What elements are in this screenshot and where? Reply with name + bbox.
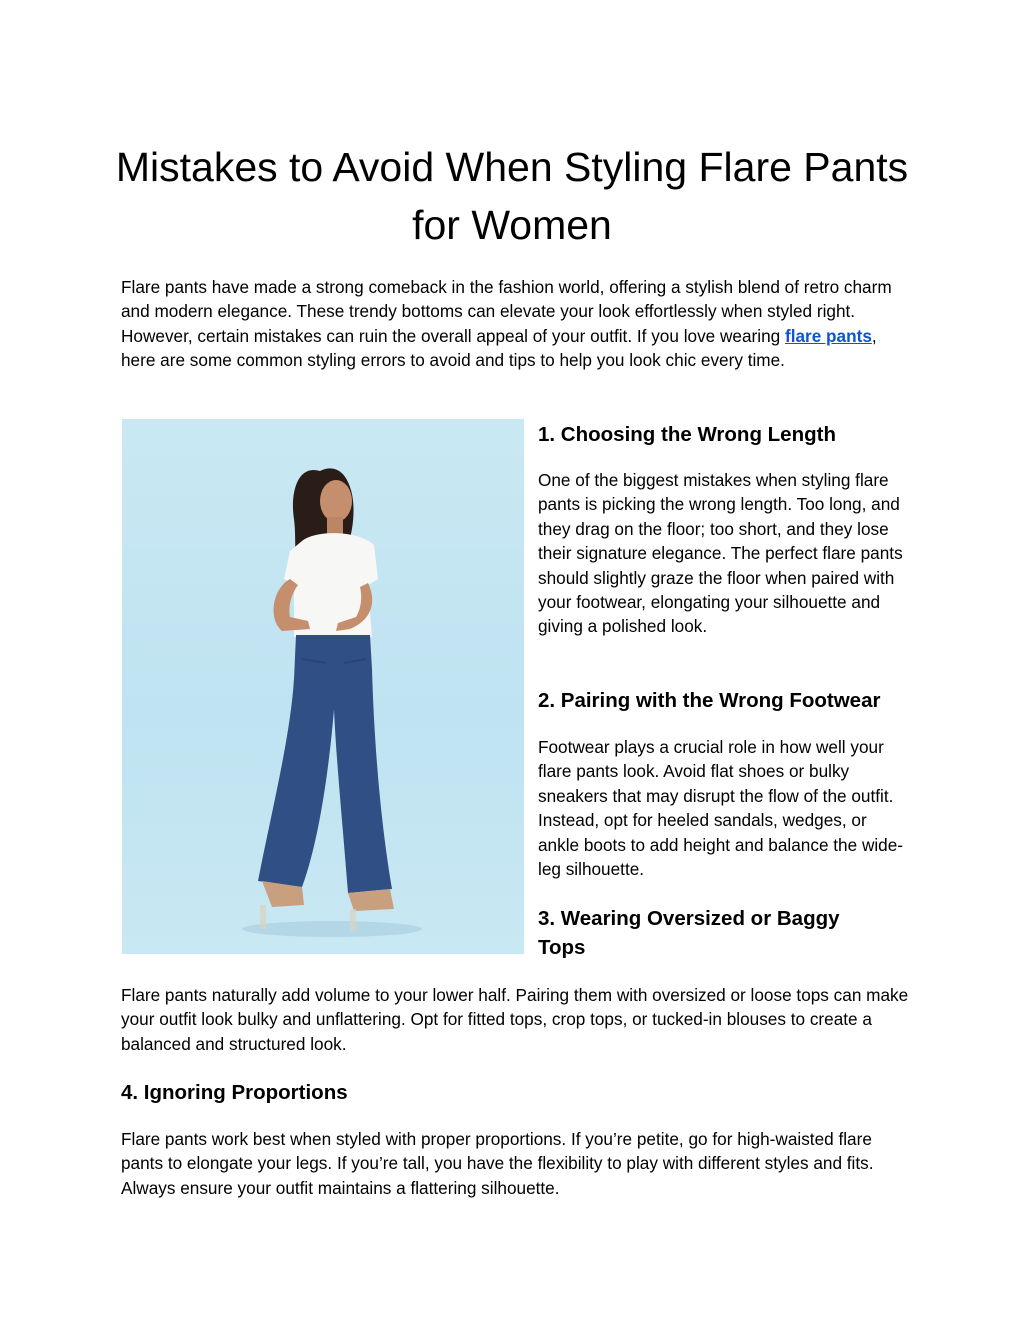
section-3	[538, 904, 868, 962]
section-1-body: One of the biggest mistakes when styling flare pants is picking the wrong length. Too long, and they drag on the floor; too short, and they lose their signature elegance. The perfect flare pants should slightly graze the floor when paired with your footwear, elongating your silhouette and giving a polished look.	[538, 470, 903, 637]
section-2-heading: 2. Pairing with the Wrong Footwear	[538, 689, 881, 712]
section-2	[538, 686, 918, 715]
section-2-body: Footwear plays a crucial role in how well your flare pants look. Avoid flat shoes or bulky sneakers that may disrupt the flow of the outfit. Instead, opt for heeled sandals, wedges, or ankle boots to add height and balance the wide-leg silhouette.	[538, 737, 904, 880]
section-2-body-wrap	[538, 735, 908, 881]
intro-text-before-link: Flare pants have made a strong comeback in the fashion world, offering a stylish blend of retro charm and modern elegance. These trendy bottoms can elevate your look effortlessly when styled right. However, certain mistakes can ruin the overall appeal of your outfit. If you love wearing	[121, 277, 892, 346]
flare-pants-link[interactable]: flare pants	[784, 325, 872, 346]
section-1-heading: 1. Choosing the Wrong Length	[538, 423, 836, 446]
section-4-body: Flare pants work best when styled with proper proportions. If you’re petite, go for high-waisted flare pants to elongate your legs. If you’re tall, you have the flexibility to play with different styles and fits. Always ensure your outfit maintains a flattering silhouette.	[121, 1129, 874, 1198]
woman-in-flare-jeans-photo	[122, 419, 524, 954]
intro-text-after-link: , here are some common styling errors to avoid and tips to help you look chic every time.	[121, 325, 877, 371]
section-1	[538, 420, 908, 449]
section-3-body: Flare pants naturally add volume to your lower half. Pairing them with oversized or loose tops can make your outfit look bulky and unflattering. Opt for fitted tops, crop tops, or tucked-in blouses to create a balanced and structured look.	[121, 985, 909, 1054]
section-1-body-wrap	[538, 468, 908, 639]
page-title: Mistakes to Avoid When Styling Flare Pants for Women	[115, 144, 909, 248]
section-3-heading: 3. Wearing Oversized or Baggy Tops	[538, 907, 840, 959]
section-4-heading: 4. Ignoring Proportions	[121, 1081, 348, 1104]
intro-paragraph	[121, 275, 911, 373]
